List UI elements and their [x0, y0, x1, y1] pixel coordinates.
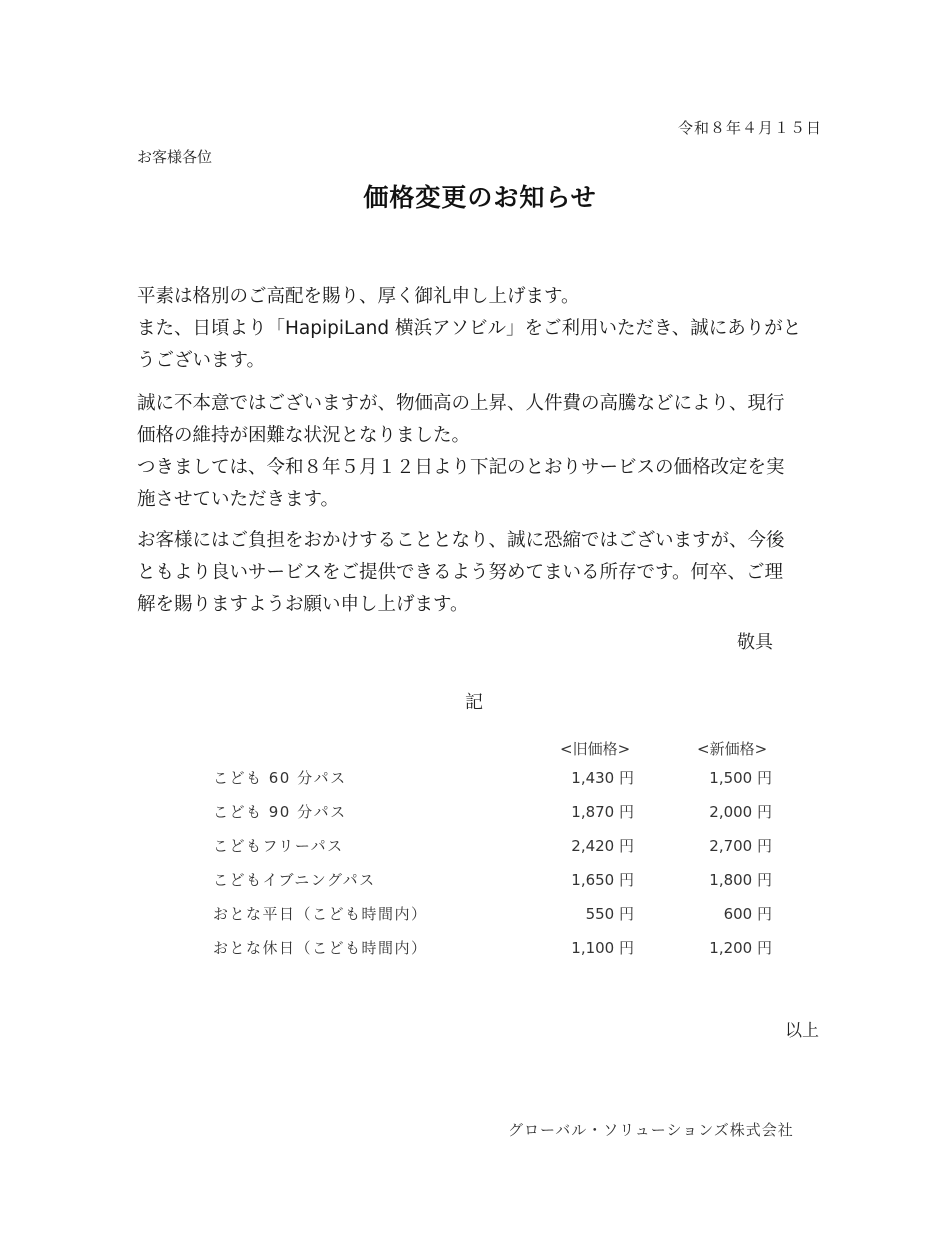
addressee: お客様各位	[137, 148, 213, 166]
ki-heading: 記	[465, 692, 483, 713]
price-item: こども 90 分パス	[213, 803, 347, 821]
new-price: 1,500 円	[709, 769, 772, 787]
price-row	[0, 903, 940, 933]
header-old-price: <旧価格>	[560, 740, 631, 758]
paragraph-reason	[137, 388, 827, 516]
new-price: 600 円	[723, 905, 772, 923]
price-item: おとな平日（こども時間内）	[213, 905, 428, 923]
paragraph-line: お客様にはご負担をおかけすることとなり、誠に恐縮ではございますが、今後	[137, 530, 785, 551]
price-row	[0, 937, 940, 967]
closing-ijo: 以上	[785, 1021, 819, 1041]
old-price: 1,100 円	[571, 939, 634, 957]
paragraph-line: ともより良いサービスをご提供できるよう努めてまいる所存です。何卒、ご理	[137, 562, 784, 583]
price-row	[0, 801, 940, 831]
price-row	[0, 869, 940, 899]
old-price: 1,870 円	[571, 803, 634, 821]
old-price: 1,650 円	[571, 871, 634, 889]
new-price: 1,200 円	[709, 939, 772, 957]
paragraph-line: 平素は格別のご高配を賜り、厚く御礼申し上げます。	[137, 286, 580, 307]
paragraph-line: つきましては、令和８年５月１２日より下記のとおりサービスの価格改定を実	[137, 457, 785, 478]
page-title: 価格変更のお知らせ	[363, 183, 597, 212]
new-price: 2,000 円	[709, 803, 772, 821]
paragraph-line: うございます。	[137, 350, 266, 371]
paragraph-line: 価格の維持が困難な状況となりました。	[137, 425, 471, 446]
price-item: こどもフリーパス	[213, 837, 344, 855]
price-item: こどもイブニングパス	[213, 871, 376, 889]
paragraph-line: また、日頃より「HapipiLand 横浜アソビル」をご利用いただき、誠にありがと	[137, 318, 802, 339]
new-price: 1,800 円	[709, 871, 772, 889]
header-new-price: <新価格>	[697, 740, 768, 758]
new-price: 2,700 円	[709, 837, 772, 855]
paragraph-line: 誠に不本意ではございますが、物価高の上昇、人件費の高騰などにより、現行	[137, 393, 785, 414]
old-price: 2,420 円	[571, 837, 634, 855]
price-item: おとな休日（こども時間内）	[213, 939, 428, 957]
date: 令和８年４月１５日	[677, 119, 822, 137]
price-row	[0, 767, 940, 797]
closing-keigu: 敬具	[737, 632, 773, 653]
paragraph-greeting	[137, 281, 827, 377]
old-price: 550 円	[585, 905, 634, 923]
old-price: 1,430 円	[571, 769, 634, 787]
paragraph-line: 施させていただきます。	[137, 489, 340, 510]
company-name: グローバル・ソリューションズ株式会社	[508, 1121, 794, 1139]
paragraph-apology	[137, 525, 827, 621]
paragraph-line: 解を賜りますようお願い申し上げます。	[137, 594, 469, 615]
price-item: こども 60 分パス	[213, 769, 347, 787]
price-row	[0, 835, 940, 865]
